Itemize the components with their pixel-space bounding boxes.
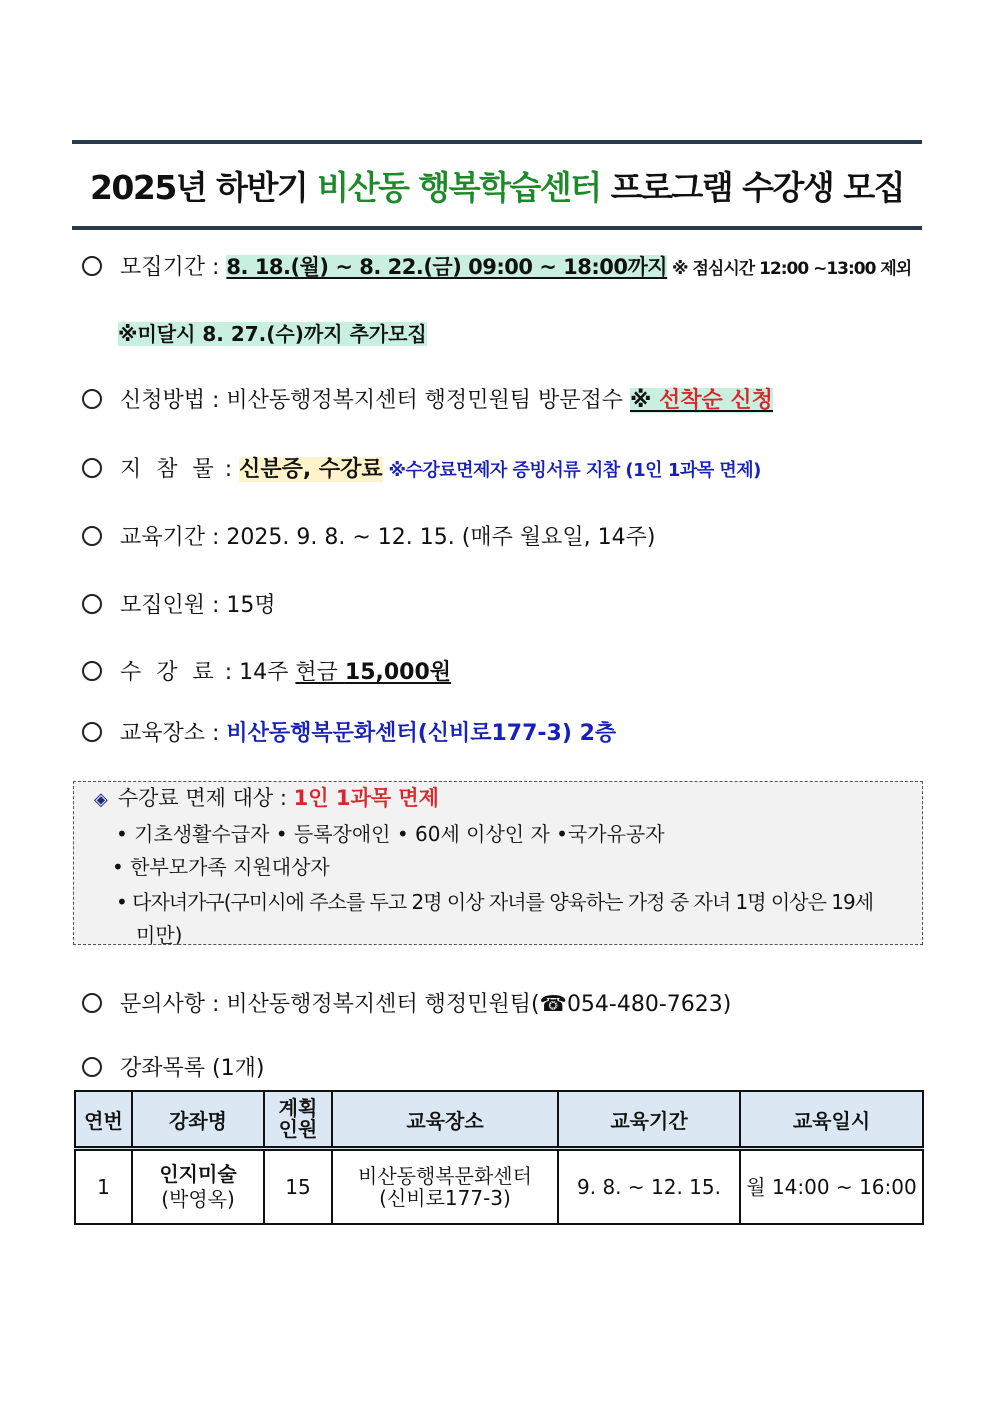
bullet-circle-icon: [82, 661, 102, 681]
bullet-circle-icon: [82, 722, 102, 742]
location-value: 비산동행복문화센터(신비로177-3) 2층: [226, 721, 617, 746]
capacity-value: 15명: [226, 593, 276, 618]
exemption-line-2: • 한부모가족 지원대상자: [112, 855, 330, 879]
bring-items-label: 지 참 물: [120, 457, 218, 482]
recruit-period-label: 모집기간: [120, 255, 206, 280]
apply-method-label: 신청방법: [120, 388, 206, 413]
course-table: [74, 1090, 924, 1225]
edu-period-label: 교육기간: [120, 525, 206, 550]
exemption-line-3-cont: 미만): [136, 923, 183, 947]
bottom-rule: [72, 226, 922, 230]
apply-method-value: 비산동행정복지센터 행정민원팀 방문접수: [226, 388, 630, 413]
recruit-period-row: 모집기간 : 8. 18.(월) ~ 8. 22.(금) 09:00 ~ 18:00까지 ※ 점심시간 12:00 ~13:00 제외: [82, 250, 911, 281]
cell-name: 인지미술 (박영옥): [132, 1149, 264, 1225]
bullet-circle-icon: [82, 256, 102, 276]
edu-period-row: 교육기간 : 2025. 9. 8. ~ 12. 15. (매주 월요일, 14주): [82, 520, 655, 551]
inquiry-row: 문의사항 : 비산동행정복지센터 행정민원팀(☎054-480-7623): [82, 987, 731, 1018]
course-list-row: [82, 1051, 264, 1082]
top-rule: [72, 140, 922, 144]
fee-amount: 현금 15,000원: [295, 660, 452, 685]
bring-items-value: 신분증, 수강료: [239, 457, 383, 482]
col-name: 강좌명: [132, 1091, 264, 1149]
table-header-row: [75, 1091, 923, 1149]
bullet-circle-icon: [82, 993, 102, 1013]
col-schedule: 교육일시: [740, 1091, 923, 1149]
cell-planned: 15: [264, 1149, 332, 1225]
bring-items-note: ※수강료면제자 증빙서류 지참 (1인 1과목 면제): [382, 460, 761, 481]
recruit-period-value: 8. 18.(월) ~ 8. 22.(금) 09:00 ~ 18:00까지: [226, 255, 668, 279]
exemption-line-3: • 다자녀가구(구미시에 주소를 두고 2명 이상 자녀를 양육하는 가정 중 자녀 1명 이상은 19세: [116, 890, 874, 914]
location-label: 교육장소: [120, 721, 206, 746]
inquiry-phone: 054-480-7623): [566, 992, 732, 1017]
apply-method-row: 신청방법 : 비산동행정복지센터 행정민원팀 방문접수 ※ 선착순 신청: [82, 383, 773, 414]
bullet-circle-icon: [82, 389, 102, 409]
bullet-circle-icon: [82, 458, 102, 478]
capacity-label: 모집인원: [120, 593, 206, 618]
diamond-icon: ◈: [94, 789, 108, 810]
course-list-count: (1개): [205, 1056, 265, 1081]
col-planned: 계획 인원: [264, 1091, 332, 1149]
bullet-circle-icon: [82, 1057, 102, 1077]
inquiry-value: 비산동행정복지센터 행정민원팀(: [226, 992, 540, 1017]
bullet-circle-icon: [82, 526, 102, 546]
cell-no: 1: [75, 1149, 132, 1225]
exemption-line-1: • 기초생활수급자 • 등록장애인 • 60세 이상인 자 •국가유공자: [116, 822, 665, 846]
phone-icon: ☎: [539, 992, 567, 1017]
bullet-circle-icon: [82, 594, 102, 614]
recruit-period-note: ※ 점심시간 12:00 ~13:00 제외: [667, 259, 912, 279]
inquiry-label: 문의사항: [120, 992, 206, 1017]
page-title: 2025년 하반기 비산동 행복학습센터 프로그램 수강생 모집: [89, 168, 905, 207]
capacity-row: 모집인원 : 15명: [82, 588, 276, 619]
col-place: 교육장소: [332, 1091, 558, 1149]
cell-place: 비산동행복문화센터 (신비로177-3): [332, 1149, 558, 1225]
bring-items-row: 지 참 물 : 신분증, 수강료 ※수강료면제자 증빙서류 지참 (1인 1과목 면제): [82, 452, 761, 483]
fee-weeks: 14주: [239, 660, 296, 685]
col-no: 연번: [75, 1091, 132, 1149]
col-period: 교육기간: [558, 1091, 740, 1149]
fee-label: 수 강 료: [120, 660, 218, 685]
recruit-extra-row: [118, 318, 427, 347]
table-row: [75, 1149, 923, 1225]
first-come-note: ※ 선착순 신청: [629, 388, 773, 413]
exemption-box: [73, 781, 923, 945]
recruit-extra-note: ※미달시 8. 27.(수)까지 추가모집: [118, 322, 427, 346]
fee-row: 수 강 료 : 14주 현금 15,000원: [82, 655, 451, 686]
course-list-label: 강좌목록: [120, 1056, 206, 1081]
location-row: 교육장소 : 비산동행복문화센터(신비로177-3) 2층: [82, 716, 616, 747]
cell-schedule: 월 14:00 ~ 16:00: [740, 1149, 923, 1225]
cell-period: 9. 8. ~ 12. 15.: [558, 1149, 740, 1225]
edu-period-value: 2025. 9. 8. ~ 12. 15. (매주 월요일, 14주): [226, 525, 656, 550]
exemption-heading: ◈ 수강료 면제 대상 : 1인 1과목 면제: [94, 786, 439, 810]
